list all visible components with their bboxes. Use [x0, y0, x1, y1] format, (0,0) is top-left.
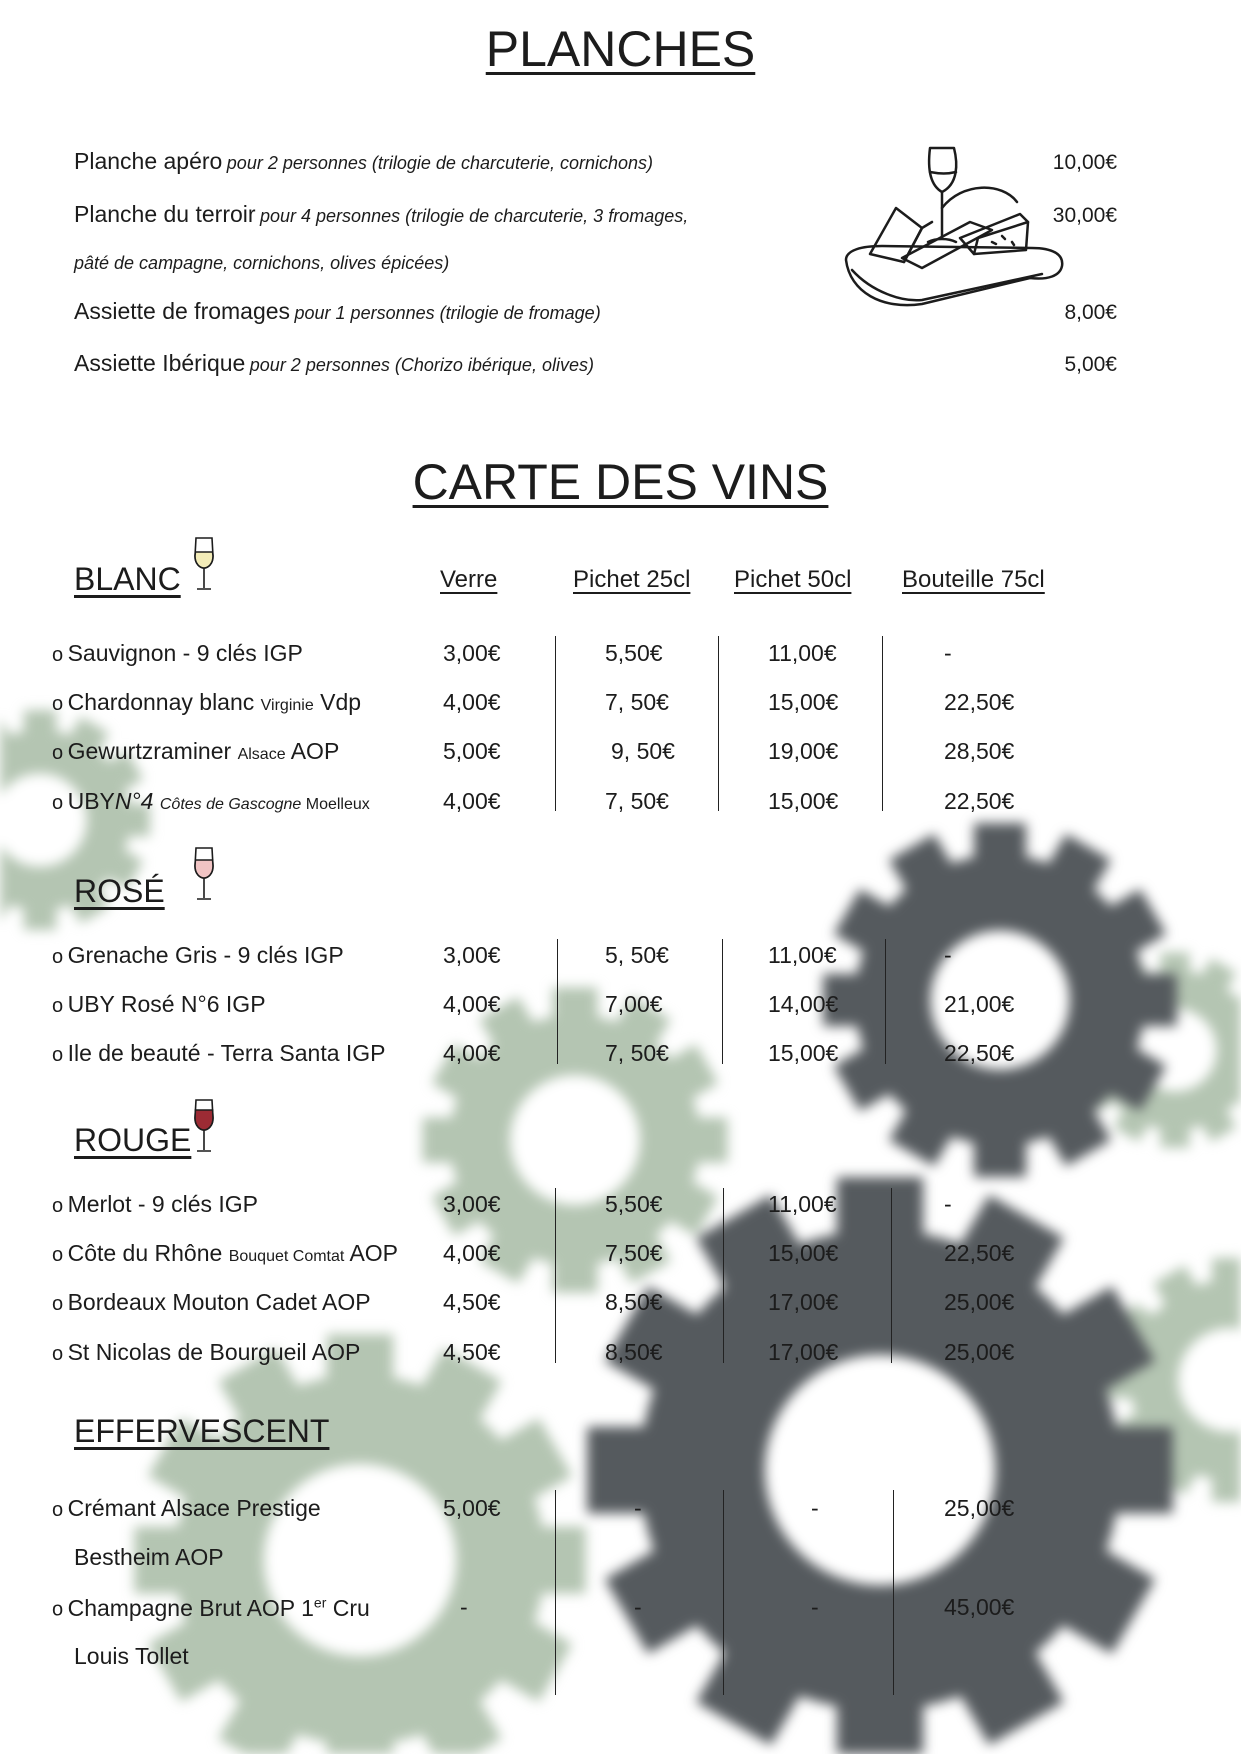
price-verre: 4,50€	[443, 1339, 501, 1365]
price-pichet-25: 7, 50€	[605, 1040, 669, 1066]
wine-name: Merlot - 9 clés IGP	[67, 1191, 259, 1217]
price-bouteille: 28,50€	[944, 738, 1015, 764]
price-verre: 5,00€	[443, 738, 501, 764]
price-bouteille: -	[944, 1191, 952, 1217]
wine-row	[52, 689, 361, 716]
bullet-icon: o	[52, 946, 64, 968]
price-verre: 3,00€	[443, 1191, 501, 1217]
price-pichet-50: 15,00€	[768, 788, 839, 814]
wine-row	[52, 1240, 398, 1267]
price-bouteille: 45,00€	[944, 1594, 1015, 1620]
bullet-icon: o	[52, 792, 64, 814]
bullet-icon: o	[52, 742, 64, 764]
price-pichet-50: 17,00€	[768, 1289, 839, 1315]
price-pichet-50: 15,00€	[768, 689, 839, 715]
wine-name: Gewurtzraminer Alsace AOP	[67, 738, 340, 764]
price-verre: 4,00€	[443, 689, 501, 715]
section-title-rose: ROSÉ	[74, 873, 165, 909]
wine-row	[52, 1594, 370, 1622]
price-pichet-25: 5,50€	[605, 1191, 663, 1217]
wine-name: Champagne Brut AOP 1er Cru	[67, 1594, 370, 1621]
price-verre: -	[460, 1594, 468, 1620]
price-verre: 4,00€	[443, 788, 501, 814]
price-pichet-25: -	[634, 1495, 642, 1521]
section-title-effervescent: EFFERVESCENT	[74, 1413, 330, 1449]
price-bouteille: 22,50€	[944, 788, 1015, 814]
red-wine-glass-icon	[193, 1098, 215, 1154]
planche-price: 5,00€	[1064, 353, 1117, 376]
price-verre: 4,00€	[443, 1240, 501, 1266]
column-divider	[723, 1188, 724, 1363]
wine-row	[52, 738, 339, 765]
bullet-icon: o	[52, 693, 64, 715]
planche-name: Assiette de fromages	[74, 298, 291, 324]
price-pichet-50: 17,00€	[768, 1339, 839, 1365]
column-divider	[722, 939, 723, 1064]
price-pichet-25: 5,50€	[605, 640, 663, 666]
price-verre: 4,00€	[443, 1040, 501, 1066]
price-bouteille: 25,00€	[944, 1289, 1015, 1315]
column-divider	[718, 636, 719, 811]
planche-name: Planche apéro	[74, 148, 223, 174]
price-pichet-50: -	[811, 1495, 819, 1521]
price-bouteille: 25,00€	[944, 1339, 1015, 1365]
wine-row	[52, 1191, 258, 1218]
planche-desc-continued: pâté de campagne, cornichons, olives épicées)	[74, 253, 450, 273]
column-divider	[891, 1188, 892, 1363]
bullet-icon: o	[52, 1293, 64, 1315]
wine-name: St Nicolas de Bourgueil AOP	[67, 1339, 361, 1365]
price-pichet-50: -	[811, 1594, 819, 1620]
price-pichet-50: 15,00€	[768, 1040, 839, 1066]
wine-row	[52, 942, 344, 969]
column-header-bouteille-75: Bouteille 75cl	[902, 566, 1045, 593]
planche-price: 8,00€	[1064, 301, 1117, 324]
wine-row	[52, 991, 266, 1018]
wine-name: Chardonnay blanc Virginie Vdp	[67, 689, 362, 715]
price-pichet-25: 7,50€	[605, 1240, 663, 1266]
price-pichet-50: 11,00€	[768, 640, 837, 666]
wine-row	[52, 1495, 321, 1522]
wine-row	[52, 1289, 371, 1316]
wine-row	[52, 1040, 386, 1067]
wine-name: Grenache Gris - 9 clés IGP	[67, 942, 344, 968]
planche-price: 30,00€	[1052, 204, 1117, 227]
planche-item	[74, 298, 601, 325]
planche-item	[74, 350, 594, 377]
price-pichet-25: 7, 50€	[605, 788, 669, 814]
price-verre: 3,00€	[443, 942, 501, 968]
column-divider	[557, 939, 558, 1064]
planche-desc: pour 2 personnes (trilogie de charcuterie, cornichons)	[226, 153, 654, 173]
price-pichet-50: 15,00€	[768, 1240, 839, 1266]
price-pichet-50: 11,00€	[768, 1191, 837, 1217]
wine-name: Sauvignon - 9 clés IGP	[67, 640, 303, 666]
price-verre: 5,00€	[443, 1495, 501, 1521]
price-bouteille: 22,50€	[944, 1040, 1015, 1066]
bullet-icon: o	[52, 1499, 64, 1521]
price-pichet-50: 11,00€	[768, 942, 837, 968]
price-bouteille: -	[944, 942, 952, 968]
price-pichet-25: 7, 50€	[605, 689, 669, 715]
column-header-pichet-50: Pichet 50cl	[734, 566, 852, 593]
bullet-icon: o	[52, 1598, 64, 1621]
planche-price: 10,00€	[1052, 151, 1117, 174]
bullet-icon: o	[52, 1244, 64, 1266]
planche-name: Planche du terroir	[74, 201, 256, 227]
column-divider	[882, 636, 883, 811]
section-title-rouge: ROUGE	[74, 1122, 192, 1158]
price-bouteille: 22,50€	[944, 689, 1015, 715]
planche-item	[74, 148, 653, 175]
rose-wine-glass-icon	[193, 846, 215, 902]
column-divider	[885, 939, 886, 1064]
bullet-icon: o	[52, 1044, 64, 1066]
section-title-blanc: BLANC	[74, 561, 181, 597]
price-verre: 3,00€	[443, 640, 501, 666]
planche-item	[74, 201, 688, 228]
bullet-icon: o	[52, 644, 64, 666]
wine-name: Côte du Rhône Bouquet Comtat AOP	[67, 1240, 399, 1266]
column-divider	[555, 1490, 556, 1695]
column-header-pichet-25: Pichet 25cl	[573, 566, 691, 593]
column-divider	[555, 636, 556, 811]
cheese-board-illustration	[842, 142, 1068, 312]
bullet-icon: o	[52, 1195, 64, 1217]
price-verre: 4,00€	[443, 991, 501, 1017]
wine-name: UBYN°4 Côtes de Gascogne Moelleux	[67, 788, 370, 814]
wine-name: UBY Rosé N°6 IGP	[67, 991, 266, 1017]
price-verre: 4,50€	[443, 1289, 501, 1315]
price-pichet-25: 8,50€	[605, 1339, 663, 1365]
planche-desc: pour 4 personnes (trilogie de charcuterie, 3 fromages,	[260, 206, 689, 226]
wine-name-continued: Louis Tollet	[74, 1643, 189, 1669]
column-divider	[723, 1490, 724, 1695]
price-pichet-25: 8,50€	[605, 1289, 663, 1315]
price-bouteille: 22,50€	[944, 1240, 1015, 1266]
column-divider	[555, 1188, 556, 1363]
price-bouteille: 25,00€	[944, 1495, 1015, 1521]
bullet-icon: o	[52, 1343, 64, 1365]
price-pichet-25: -	[634, 1594, 642, 1620]
price-pichet-25: 7,00€	[605, 991, 663, 1017]
planches-title: PLANCHES	[485, 21, 756, 77]
price-bouteille: -	[944, 640, 952, 666]
wine-name: Bordeaux Mouton Cadet AOP	[67, 1289, 371, 1315]
planche-desc: pour 1 personnes (trilogie de fromage)	[294, 303, 601, 323]
wine-row	[52, 1339, 360, 1366]
wine-name: Ile de beauté - Terra Santa IGP	[67, 1040, 386, 1066]
wine-name: Crémant Alsace Prestige	[67, 1495, 321, 1521]
price-pichet-25: 9, 50€	[611, 738, 675, 764]
column-header-verre: Verre	[440, 566, 498, 593]
wine-row	[52, 640, 303, 667]
price-pichet-50: 19,00€	[768, 738, 839, 764]
price-pichet-50: 14,00€	[768, 991, 839, 1017]
white-wine-glass-icon	[193, 536, 215, 592]
wine-row	[52, 788, 370, 815]
wine-name-continued: Bestheim AOP	[74, 1544, 224, 1570]
bullet-icon: o	[52, 995, 64, 1017]
wine-list-title: CARTE DES VINS	[412, 454, 829, 510]
column-divider	[893, 1490, 894, 1695]
price-bouteille: 21,00€	[944, 991, 1015, 1017]
planche-desc: pour 2 personnes (Chorizo ibérique, olives)	[249, 355, 594, 375]
price-pichet-25: 5, 50€	[605, 942, 669, 968]
planche-name: Assiette Ibérique	[74, 350, 246, 376]
